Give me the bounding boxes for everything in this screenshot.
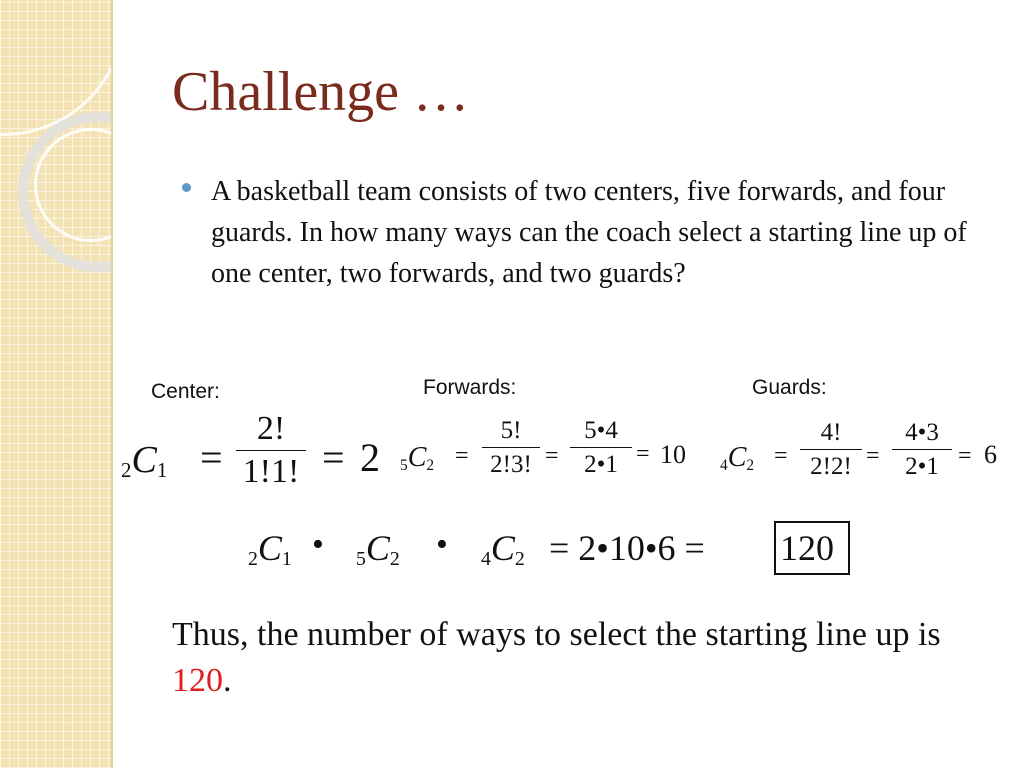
- fraction-numerator: 5!: [500, 417, 522, 444]
- equals-sign: =: [636, 441, 650, 467]
- fraction-denominator: 2!3!: [490, 451, 532, 478]
- equals-sign: =: [455, 443, 469, 469]
- fraction-bar: [482, 447, 540, 448]
- equals-sign: =: [322, 435, 345, 480]
- product-rhs: = 2•10•6 =: [549, 528, 705, 568]
- product-term-center: 2C1: [248, 528, 292, 570]
- fraction-denominator: 2•1: [584, 451, 618, 478]
- forwards-label: Forwards:: [423, 376, 517, 399]
- equals-sign: =: [200, 435, 223, 480]
- forwards-fraction-2: [570, 418, 632, 477]
- fraction-denominator: 2!2!: [810, 453, 852, 480]
- decorative-sidebar: [0, 0, 113, 768]
- product-term-guards: 4C2: [481, 528, 525, 570]
- forwards-result: 10: [660, 440, 686, 469]
- fraction-denominator: 1!1!: [242, 453, 300, 490]
- guards-combination: 4C2: [720, 442, 755, 474]
- guards-fraction-1: [800, 420, 862, 479]
- problem-statement: A basketball team consists of two centers, five forwards, and four guards. In how many ways can the coach select a starting line up of one center, two forwards, and two guards?: [211, 176, 967, 289]
- fraction-bar: [800, 449, 862, 450]
- product-term-forwards: 5C2: [356, 528, 400, 570]
- bullet-icon: [182, 183, 191, 192]
- equals-sign: =: [866, 443, 880, 469]
- fraction-numerator: 2!: [256, 410, 286, 447]
- center-result: 2: [360, 435, 380, 480]
- equals-sign: =: [774, 443, 788, 469]
- fraction-numerator: 4•3: [905, 419, 939, 446]
- conclusion-text: Thus, the number of ways to select the starting line up is 120.: [172, 616, 941, 699]
- slide-title: Challenge …: [172, 61, 470, 123]
- fraction-denominator: 2•1: [905, 453, 939, 480]
- answer-highlight: 120: [172, 662, 223, 699]
- forwards-combination: 5C2: [400, 442, 435, 474]
- equals-sign: =: [545, 443, 559, 469]
- center-combination: 2C1: [121, 439, 168, 483]
- fraction-bar: [892, 449, 952, 450]
- guards-result: 6: [984, 440, 997, 469]
- multiply-dot: •: [436, 526, 448, 563]
- center-label: Center:: [151, 380, 220, 403]
- multiply-dot: •: [312, 526, 324, 563]
- answer-value: 120: [780, 528, 834, 568]
- equals-sign: =: [958, 443, 972, 469]
- fraction-numerator: 5•4: [584, 417, 618, 444]
- center-fraction: [236, 412, 306, 489]
- fraction-bar: [570, 447, 632, 448]
- guards-fraction-2: [892, 420, 952, 479]
- forwards-fraction-1: [482, 418, 540, 477]
- guards-label: Guards:: [752, 376, 827, 399]
- fraction-numerator: 4!: [820, 419, 842, 446]
- fraction-bar: [236, 450, 306, 451]
- sidebar-border: [111, 0, 113, 768]
